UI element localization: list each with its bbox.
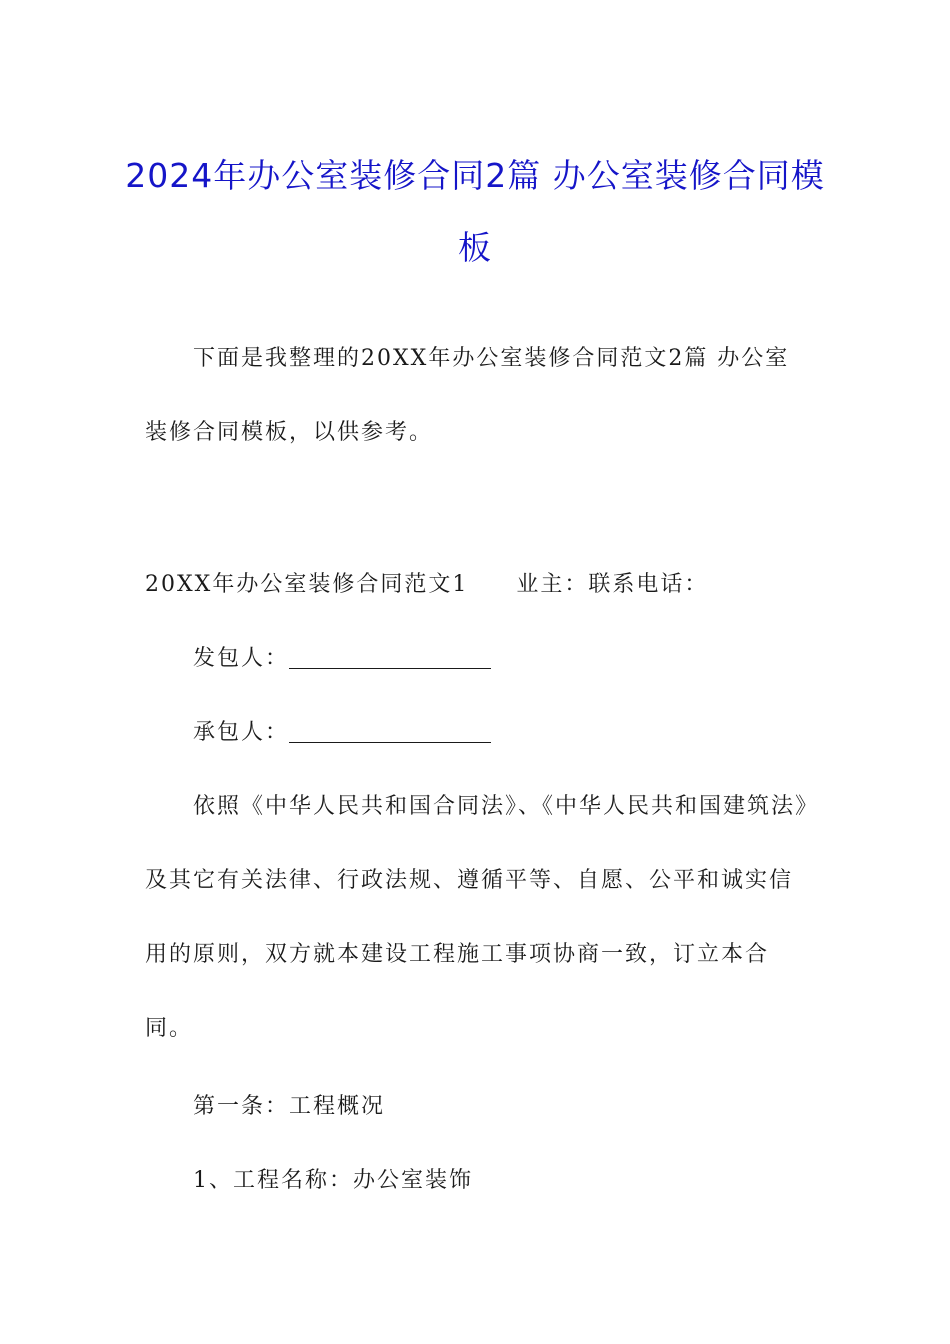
legal-basis-paragraph: 依照《中华人民共和国合同法》、《中华人民共和国建筑法》及其它有关法律、行政法规、遵循平等、自愿、公平和诚实信用的原则，双方就本建设工程施工事项协商一致，订立本合同。	[145, 794, 809, 1041]
contract-heading: 20XX年办公室装修合同范文1	[145, 572, 469, 597]
party-a-blank	[289, 648, 491, 669]
owner-contact-label: 业主：联系电话：	[516, 572, 709, 597]
article-1-heading: 第一条：工程概况	[193, 1094, 386, 1119]
party-a-line	[145, 622, 810, 696]
intro-paragraph: 下面是我整理的20XX年办公室装修合同范文2篇 办公室装修合同模板，以供参考。	[145, 346, 790, 445]
party-b-blank	[289, 722, 491, 743]
document-title: 2024年办公室装修合同2篇 办公室装修合同模板	[125, 156, 825, 268]
contract-heading-line	[145, 548, 810, 622]
party-b-label: 承包人：	[193, 720, 290, 745]
party-b-line	[145, 696, 810, 770]
party-a-label: 发包人：	[193, 646, 290, 671]
item-1-project-name: 1、工程名称：办公室装饰	[193, 1168, 473, 1193]
